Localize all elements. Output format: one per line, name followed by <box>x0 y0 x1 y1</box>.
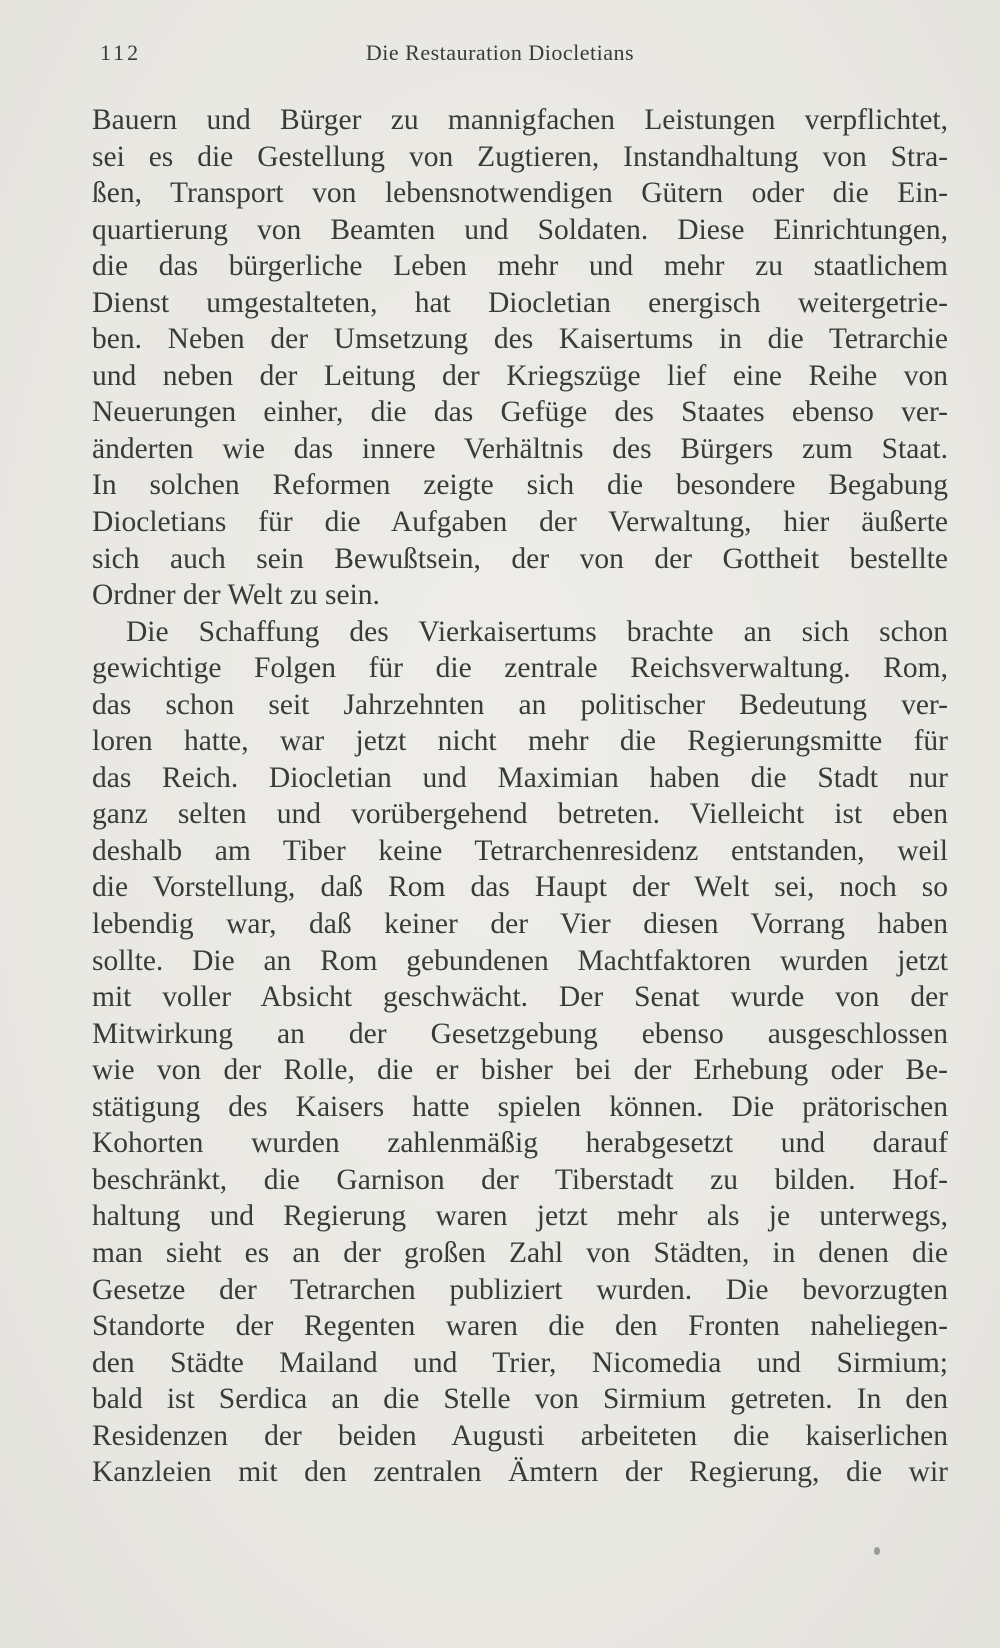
text-line: den Städte Mailand und Trier, Nicomedia und Sirmium; <box>92 1346 948 1379</box>
text-line: stätigung des Kaisers hatte spielen können. Die prätorischen <box>92 1090 948 1123</box>
text-line: die das bürgerliche Leben mehr und mehr zu staatlichem <box>92 250 948 283</box>
text-line: Kohorten wurden zahlenmäßig herabgesetzt und darauf <box>92 1127 948 1160</box>
text-line: loren hatte, war jetzt nicht mehr die Regierungsmitte für <box>92 725 948 758</box>
text-line: Standorte der Regenten waren die den Fronten naheliegen- <box>92 1310 948 1343</box>
text-line: ßen, Transport von lebensnotwendigen Gütern oder die Ein- <box>92 177 948 210</box>
text-line: wie von der Rolle, die er bisher bei der Erhebung oder Be- <box>92 1054 948 1087</box>
text-line: Diocletians für die Aufgaben der Verwaltung, hier äußerte <box>92 506 948 539</box>
text-line: ben. Neben der Umsetzung des Kaisertums in die Tetrarchie <box>92 323 948 356</box>
text-line: man sieht es an der großen Zahl von Städten, in denen die <box>92 1236 948 1269</box>
paragraph-start-line: Die Schaffung des Vierkaisertums brachte an sich schon <box>126 615 948 648</box>
text-line: die Vorstellung, daß Rom das Haupt der Welt sei, noch so <box>92 871 948 904</box>
text-line: und neben der Leitung der Kriegszüge lief eine Reihe von <box>92 359 948 392</box>
text-line: Bauern und Bürger zu mannigfachen Leistungen verpflichtet, <box>92 104 948 136</box>
text-line: sei es die Gestellung von Zugtieren, Instandhaltung von Stra- <box>92 140 948 173</box>
text-line: haltung und Regierung waren jetzt mehr als je unterwegs, <box>92 1200 948 1233</box>
text-line: Neuerungen einher, die das Gefüge des Staates ebenso ver- <box>92 396 948 429</box>
text-line: änderten wie das innere Verhältnis des Bürgers zum Staat. <box>92 432 948 465</box>
paper-speck <box>874 1547 880 1555</box>
text-line: sollte. Die an Rom gebundenen Machtfaktoren wurden jetzt <box>92 944 948 977</box>
text-line: gewichtige Folgen für die zentrale Reichsverwaltung. Rom, <box>92 652 948 685</box>
text-line: sich auch sein Bewußtsein, der von der Gottheit bestellte <box>92 542 948 575</box>
page-number: 112 <box>100 40 142 65</box>
page-header <box>100 40 900 80</box>
text-line: In solchen Reformen zeigte sich die besondere Begabung <box>92 469 948 502</box>
text-line: das schon seit Jahrzehnten an politischer Bedeutung ver- <box>92 688 948 721</box>
text-line: deshalb am Tiber keine Tetrarchenresidenz entstanden, weil <box>92 834 948 867</box>
text-line: das Reich. Diocletian und Maximian haben die Stadt nur <box>92 761 948 794</box>
text-line: Mitwirkung an der Gesetzgebung ebenso ausgeschlossen <box>92 1017 948 1050</box>
text-line: Kanzleien mit den zentralen Ämtern der Regierung, die wir <box>92 1456 948 1489</box>
text-line: quartierung von Beamten und Soldaten. Diese Einrichtungen, <box>92 213 948 246</box>
text-line: bald ist Serdica an die Stelle von Sirmium getreten. In den <box>92 1383 948 1416</box>
paragraph-end-line: Ordner der Welt zu sein. <box>92 579 380 612</box>
text-line: lebendig war, daß keiner der Vier diesen Vorrang haben <box>92 908 948 941</box>
text-line: Gesetze der Tetrarchen publiziert wurden. Die bevorzugten <box>92 1273 948 1306</box>
text-line: mit voller Absicht geschwächt. Der Senat wurde von der <box>92 981 948 1014</box>
text-line: Residenzen der beiden Augusti arbeiteten die kaiserlichen <box>92 1419 948 1452</box>
text-line: ganz selten und vorübergehend betreten. Vielleicht ist eben <box>92 798 948 831</box>
text-line: Dienst umgestalteten, hat Diocletian energisch weitergetrie- <box>92 286 948 319</box>
body-text <box>92 102 948 1491</box>
text-line: beschränkt, die Garnison der Tiberstadt zu bilden. Hof- <box>92 1163 948 1196</box>
running-head: Die Restauration Diocletians <box>365 40 635 65</box>
